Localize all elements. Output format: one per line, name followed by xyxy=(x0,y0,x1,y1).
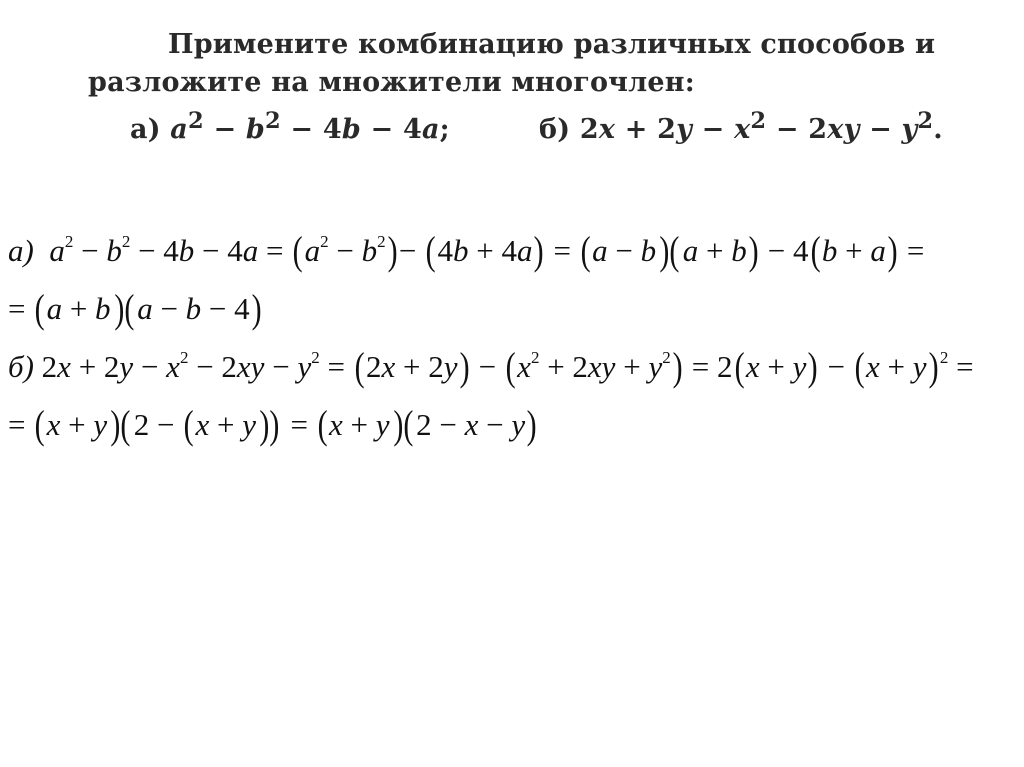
task-line-2: разложите на множители многочлен: xyxy=(88,67,695,98)
task-statement xyxy=(88,26,988,149)
solution-b-expression-2: = (x + y)( 2 − (x + y)) = (x + y)( 2 − x − y) xyxy=(8,402,537,447)
task-line-1: Примените комбинацию различных способов и xyxy=(168,29,936,60)
solution-a-line-2 xyxy=(8,280,1018,338)
solution-b-label: б) xyxy=(8,349,34,384)
task-part-b-expression: $2x + 2y - x^2 - 2xy - y^2$. xyxy=(579,108,943,145)
solution-a-expression-1: $a^2 - b^2 - 4b - 4a = (a^2 - b^2)- (4b + 4a) = (a - b)$( a + b) − 4(b + a) = xyxy=(49,228,925,273)
solution-a-expression-2: = (a + b)( a − b − 4) xyxy=(8,286,262,331)
solution-b-line-1 xyxy=(8,338,1018,396)
task-part-a-expression: $a^2 - b^2 - 4b - 4a$; xyxy=(170,108,450,145)
task-part-b-label: б) xyxy=(539,114,571,145)
solution-a-line-1 xyxy=(8,222,1018,280)
solution-b-line-2 xyxy=(8,396,1018,454)
solution-a-label: а) xyxy=(8,233,34,268)
solution-block xyxy=(8,222,1018,454)
solution-b-expression-1: $2x + 2y - x^2 - 2xy - y^2 = (2x + 2y) - (x^2 + 2xy + y^2) = 2(x + y) - (x + y)^2$ = xyxy=(41,344,974,389)
task-part-a-label: а) xyxy=(130,114,161,145)
task-parts xyxy=(88,102,988,149)
